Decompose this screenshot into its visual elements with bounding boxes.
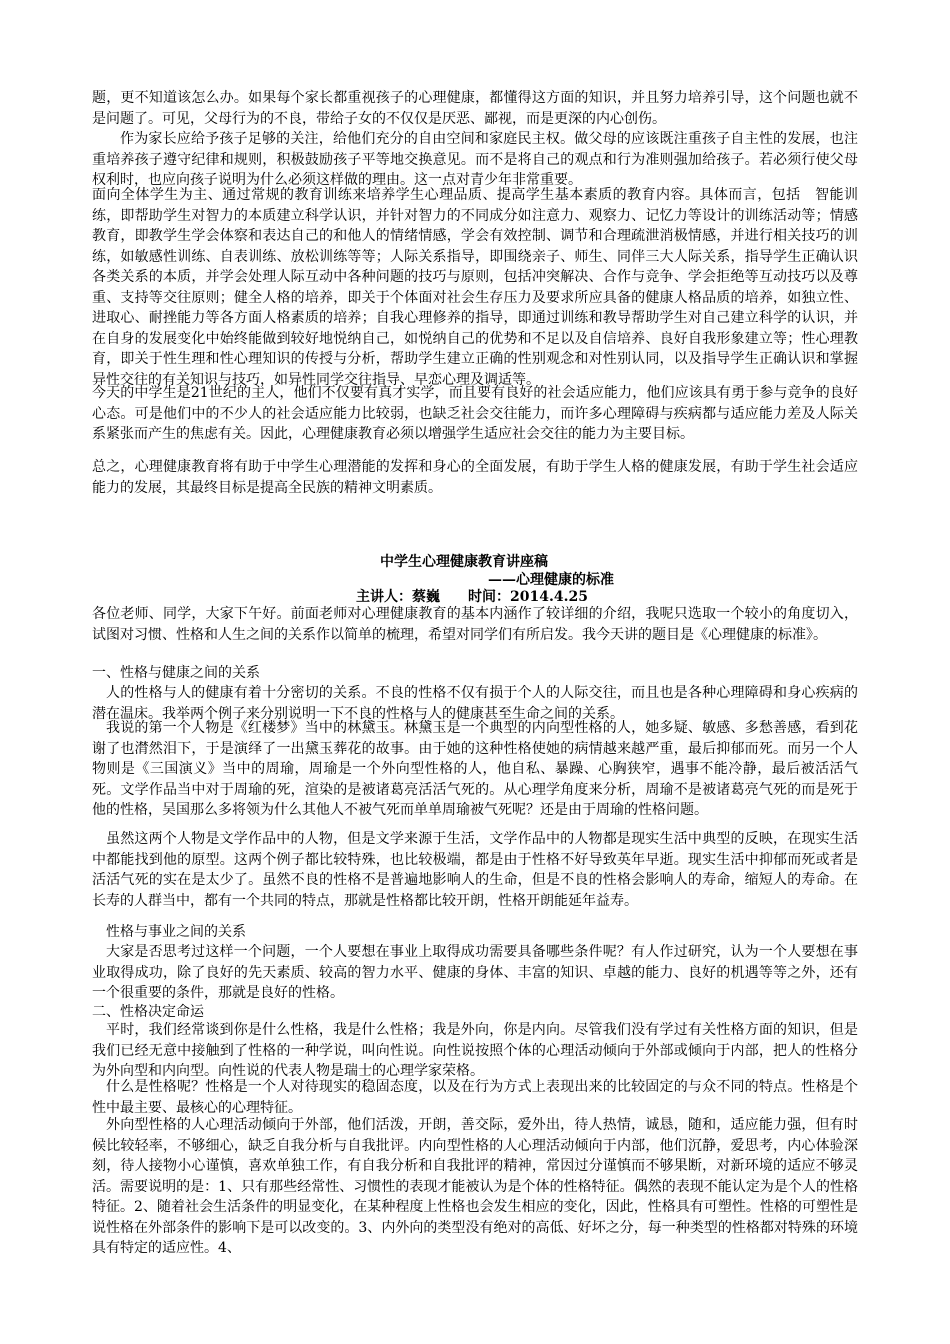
paragraph: 虽然这两个人物是文学作品中的人物，但是文学来源于生活，文学作品中的人物都是现实生活中典型的反映，在现实生活中都能找到他的原型。这两个例子都比较特殊，也比较极端，都是由于性格不好导致英年早逝。现实生活中抑郁而死或者是活活气死的实在是太少了。虽然不良的性格不是普遍地影响人的生命，但是不良的性格会影响人的寿命，缩短人的寿命。在长寿的人群当中，都有一个共同的特点，那就是性格都比较开朗，性格开朗能延年益寿。 <box>92 831 858 909</box>
paragraph: 今天的中学生是21世纪的主人，他们不仅要有真才实学，而且要有良好的社会适应能力，他们应该具有勇于参与竞争的良好心态。可是他们中的不少人的社会适应能力比较弱，也缺乏社会交往能力，而许多心理障碍与疾病都与适应能力差及人际关系紧张而产生的焦虑有关。因此，心理健康教育必须以增强学生适应社会交往的能力为主要目标。 <box>92 385 858 442</box>
paragraph: 人的性格与人的健康有着十分密切的关系。不良的性格不仅有损于个人的人际交往，而且也是各种心理障碍和身心疾病的潜在温床。我举两个例子来分别说明一下不良的性格与人的健康甚至生命之间的关系。 <box>92 685 858 722</box>
paragraph: 大家是否思考过这样一个问题，一个人要想在事业上取得成功需要具备哪些条件呢？有人作过研究，认为一个人要想在事业取得成功，除了良好的先天素质、较高的智力水平、健康的身体、丰富的知识、卓越的能力、良好的机遇等等之外，还有一个很重要的条件，那就是良好的性格。 <box>92 944 858 1001</box>
paragraph: 各位老师、同学，大家下午好。前面老师对心理健康教育的基本内涵作了较详细的介绍，我呢只选取一个较小的角度切入，试图对习惯、性格和人生之间的关系作以简单的梳理，希望对同学们有所启发。我今天讲的题目是《心理健康的标准》。 <box>92 606 858 643</box>
paragraph: 外向型性格的人心理活动倾向于外部，他们活泼，开朗，善交际，爱外出，待人热情，诚恳，随和，适应能力强，但有时候比较轻率，不够细心，缺乏自我分析与自我批评。内向型性格的人心理活动倾向于内部，他们沉静，爱思考，内心体验深刻，待人接物小心谨慎，喜欢单独工作，有自我分析和自我批评的精神，常因过分谨慎而不够果断，对新环境的适应不够灵活。需要说明的是：1、只有那些经常性、习惯性的表现才能被认为是个体的性格特征。偶然的表现不能认定为是个人的性格特征。2、随着社会生活条件的明显变化，在某种程度上性格也会发生相应的变化，因此，性格具有可塑性。性格的可塑性是说性格在外部条件的影响下是可以改变的。3、内外向的类型没有绝对的高低、好坏之分，每一种类型的性格都对特殊的环境具有特定的适应性。4、 <box>92 1117 858 1256</box>
paragraph: 我说的第一个人物是《红楼梦》当中的林黛玉。林黛玉是一个典型的内向型性格的人，她多疑、敏感、多愁善感，看到花谢了也潸然泪下，于是演绎了一出黛玉葬花的故事。由于她的这种性格使她的病情越来越严重，最后抑郁而死。而另一个人物则是《三国演义》当中的周瑜，周瑜是一个外向型性格的人，他自私、暴躁、心胸狭窄，遇事不能冷静，最后被活活气死。文学作品当中对于周瑜的死，渲染的是被诸葛亮活活气死的。从心理学角度来分析，周瑜不是被诸葛亮气死的而是死于他的性格，吴国那么多将领为什么其他人不被气死而单单周瑜被气死呢？还是由于周瑜的性格问题。 <box>92 720 858 818</box>
paragraph: 平时，我们经常谈到你是什么性格，我是什么性格；我是外向，你是内向。尽管我们没有学过有关性格方面的知识，但是我们已经无意中接触到了性格的一种学说，叫向性说。向性说按照个体的心理活动倾向于外部或倾向于内部，把人的性格分为外向型和内向型。向性说的代表人物是瑞士的心理学家荣格。 <box>92 1022 858 1079</box>
lecture-subtitle: ——心理健康的标准 <box>488 572 614 588</box>
section-heading: 二、性格决定命运 <box>92 1004 204 1020</box>
section-heading: 性格与事业之间的关系 <box>106 924 246 940</box>
paragraph: 面向全体学生为主、通过常规的教育训练来培养学生心理品质、提高学生基本素质的教育内容。具体而言，包括 智能训练，即帮助学生对智力的本质建立科学认识，并针对智力的不同成分如注意力、观察力、记忆力等设计的训练活动等；情感教育，即教学生学会体察和表达自己的和他人的情绪情感，学会有效控制、调节和合理疏泄消极情感，并进行相关技巧的训练，如敏感性训练、自表训练、放松训练等等；人际关系指导，即围绕亲子、师生、同伴三大人际关系，指导学生正确认识各类关系的本质，并学会处理人际互动中各种问题的技巧与原则，包括冲突解决、合作与竞争、学会拒绝等互动技巧以及尊重、支持等交往原则；健全人格的培养，即关于个体面对社会生存压力及要求所应具备的健康人格品质的培养，如独立性、进取心、耐挫能力等各方面人格素质的培养；自我心理修养的指导，即通过训练和教导帮助学生对自己建立科学的认识，并在自身的发展变化中始终能做到较好地悦纳自己，如悦纳自己的优势和不足以及自信培养、良好自我形象建立等；性心理教育，即关于性生理和性心理知识的传授与分析，帮助学生建立正确的性别观念和对性别认同，以及指导学生正确认识和掌握异性交往的有关知识与技巧，如异性同学交往指导、早恋心理及调适等。 <box>92 187 858 388</box>
lecture-title: 中学生心理健康教育讲座稿 <box>380 554 548 570</box>
lecture-byline: 主讲人：蔡巍 时间：2014.4.25 <box>356 589 588 605</box>
paragraph: 什么是性格呢？性格是一个人对待现实的稳固态度，以及在行为方式上表现出来的比较固定的与众不同的特点。性格是个性中最主要、最核心的心理特征。 <box>92 1079 858 1116</box>
paragraph: 总之，心理健康教育将有助于中学生心理潜能的发挥和身心的全面发展，有助于学生人格的健康发展，有助于学生社会适应能力的发展，其最终目标是提高全民族的精神文明素质。 <box>92 459 858 496</box>
paragraph: 题，更不知道该怎么办。如果每个家长都重视孩子的心理健康，都懂得这方面的知识，并且努力培养引导，这个问题也就不是问题了。可见，父母行为的不良，带给子女的不仅仅是厌恶、鄙视，而是更深的内心创伤。 <box>92 90 858 127</box>
section-heading: 一、性格与健康之间的关系 <box>92 665 260 681</box>
paragraph: 作为家长应给予孩子足够的关注，给他们充分的自由空间和家庭民主权。做父母的应该既注重孩子自主性的发展，也注重培养孩子遵守纪律和规则，积极鼓励孩子平等地交换意见。而不是将自己的观点和行为准则强加给孩子。若必须行使父母权利时，也应向孩子说明为什么必须这样做的理由。这一点对青少年非常重要。 <box>92 131 858 188</box>
